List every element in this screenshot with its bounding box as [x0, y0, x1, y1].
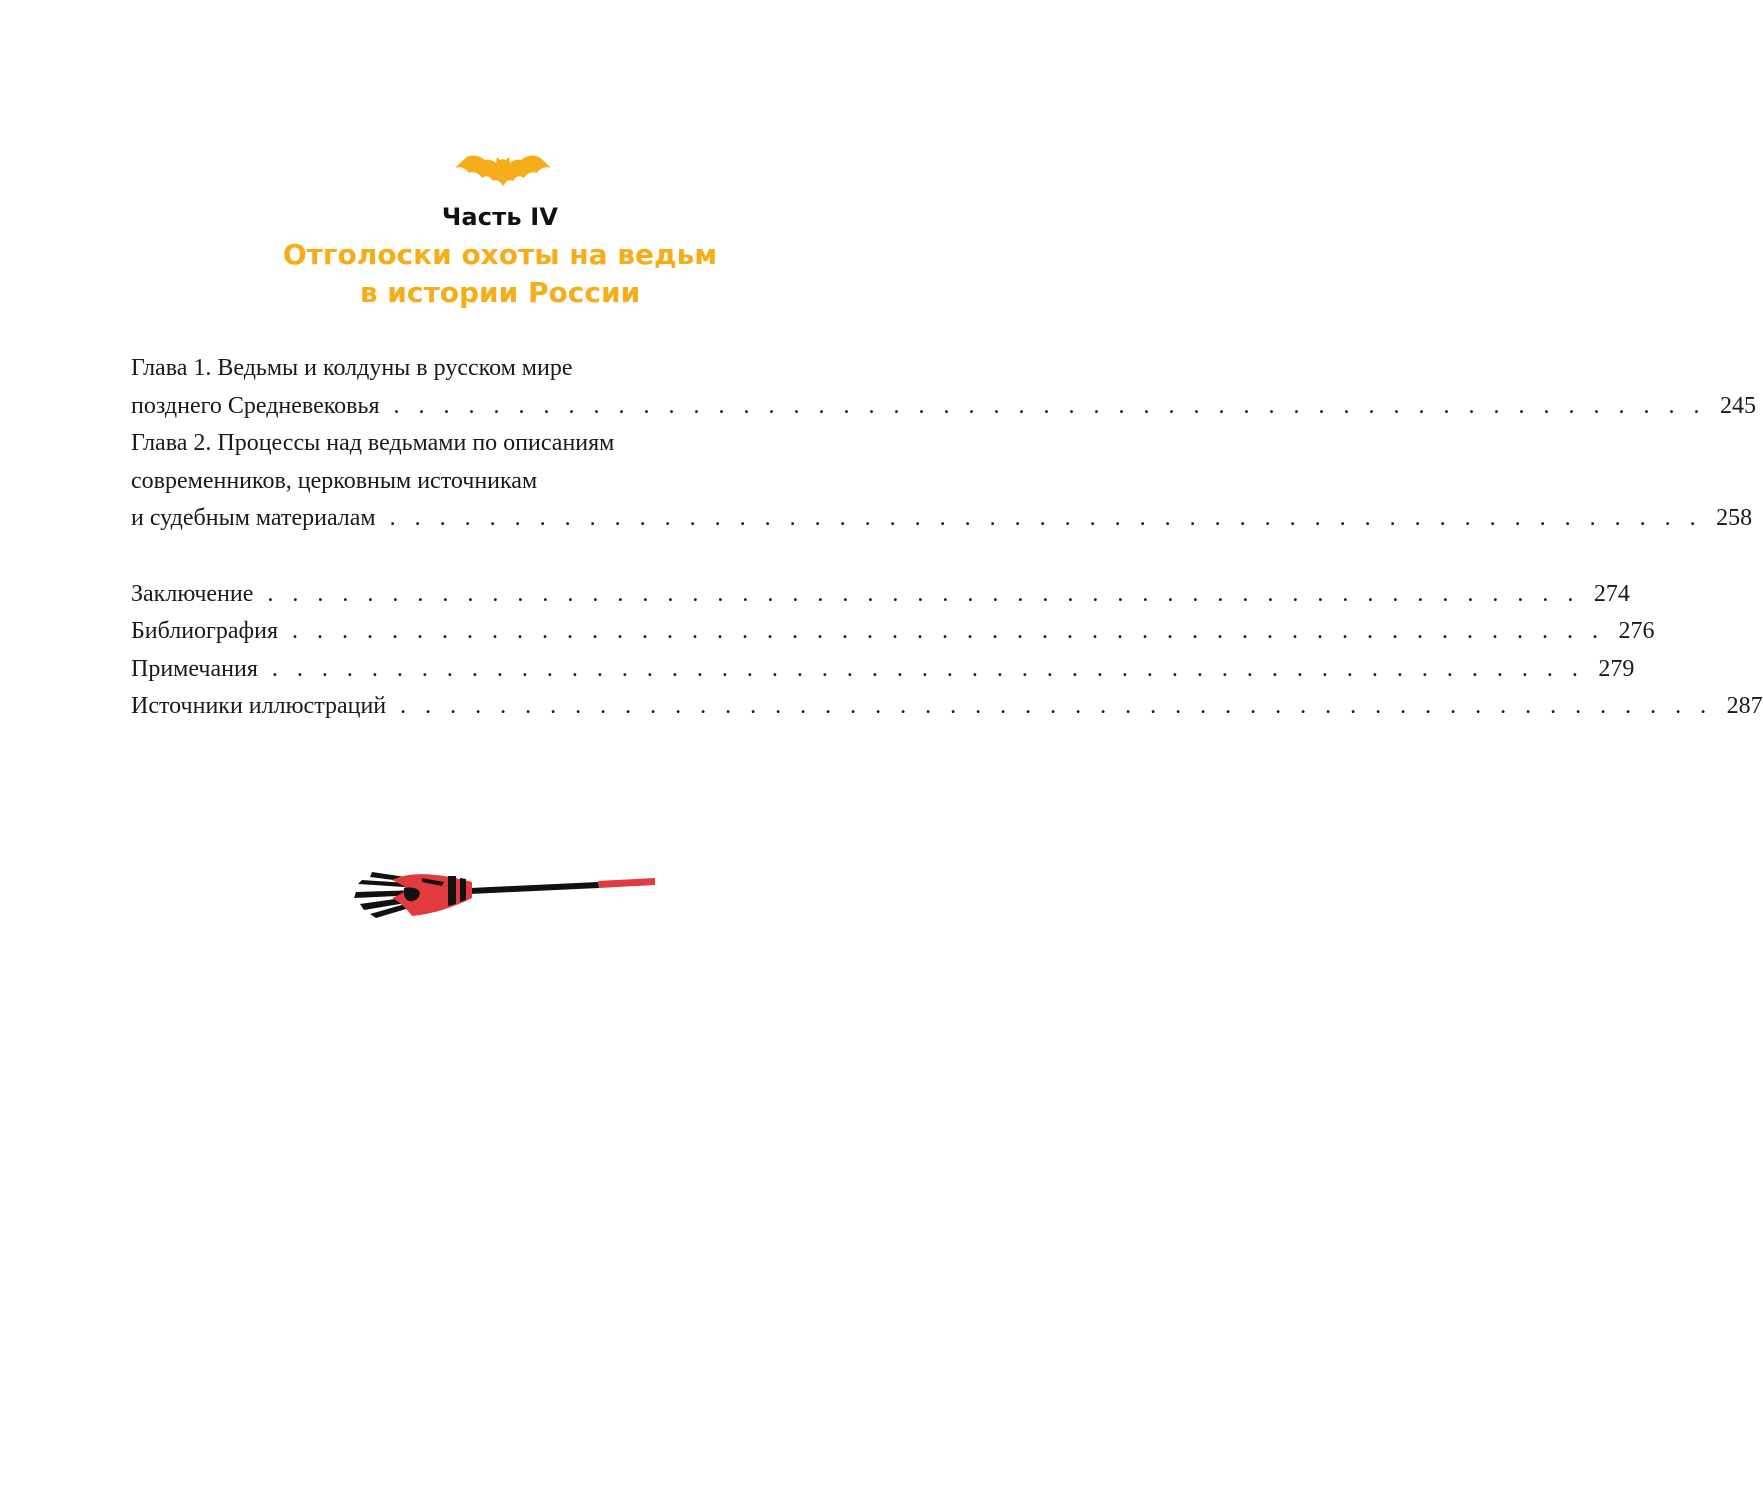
part-title — [0, 236, 1000, 312]
dot-leader: . . . . . . . . . . . . . . . . . . . . . . . . . . . . . . . . . . . . . . . . . . . . . . . . . . . . . — [271, 655, 1585, 682]
toc-entry-text: современников, церковным источникам — [131, 467, 538, 494]
dot-leader: . . . . . . . . . . . . . . . . . . . . . . . . . . . . . . . . . . . . . . . . . . . . . . . . . . . . . — [393, 392, 1706, 419]
toc-entry-text: и судебным материалам — [131, 505, 376, 531]
toc-entry-chapter-2[interactable] — [131, 500, 1753, 538]
dot-leader: . . . . . . . . . . . . . . . . . . . . . . . . . . . . . . . . . . . . . . . . . . . . . . . . . . . . . — [400, 693, 1713, 719]
toc-entry-chapter-2-line-1 — [131, 425, 876, 463]
toc-entry-text: позднего Средневековья — [131, 392, 380, 419]
toc-page-number: 279 — [1598, 655, 1635, 682]
toc-entry-illustration-sources[interactable] — [131, 688, 1763, 726]
part-title-line-1: Отголоски охоты на ведьм — [282, 238, 718, 271]
toc-entry-chapter-2-line-2 — [131, 463, 876, 501]
toc-entry-text: Глава 2. Процессы над ведьмами по описаниям — [131, 430, 615, 456]
toc-page-number: 258 — [1716, 505, 1753, 531]
bat-icon — [453, 148, 553, 190]
toc-page-number: 287 — [1726, 693, 1763, 719]
toc-page-number: 245 — [1720, 392, 1756, 419]
toc-entry-chapter-1[interactable] — [131, 388, 1756, 426]
broom-icon — [352, 858, 657, 924]
toc-entry-bibliography[interactable] — [131, 613, 1655, 651]
toc-entry-text: Заключение — [131, 580, 254, 607]
dot-leader: . . . . . . . . . . . . . . . . . . . . . . . . . . . . . . . . . . . . . . . . . . . . . . . . . . . . . — [267, 580, 1580, 607]
dot-leader: . . . . . . . . . . . . . . . . . . . . . . . . . . . . . . . . . . . . . . . . . . . . . . . . . . . . . — [389, 505, 1703, 531]
table-of-contents — [131, 350, 1763, 726]
toc-page-number: 276 — [1618, 618, 1655, 644]
toc-entry-text: Глава 1. Ведьмы и колдуны в русском мире — [131, 355, 573, 381]
toc-spacer — [131, 538, 876, 576]
part-title-line-2: в истории России — [359, 276, 641, 309]
toc-entry-conclusion[interactable] — [131, 576, 1630, 614]
toc-entry-text: Примечания — [131, 655, 258, 682]
toc-entry-notes[interactable] — [131, 651, 1635, 689]
toc-entry-text: Источники иллюстраций — [131, 693, 387, 719]
toc-entry-text: Библиография — [131, 618, 278, 644]
toc-page-number: 274 — [1593, 580, 1630, 607]
toc-entry-chapter-1-line-1 — [131, 350, 876, 388]
dot-leader: . . . . . . . . . . . . . . . . . . . . . . . . . . . . . . . . . . . . . . . . . . . . . . . . . . . . . — [292, 618, 1605, 644]
part-label: Часть IV — [441, 203, 559, 231]
